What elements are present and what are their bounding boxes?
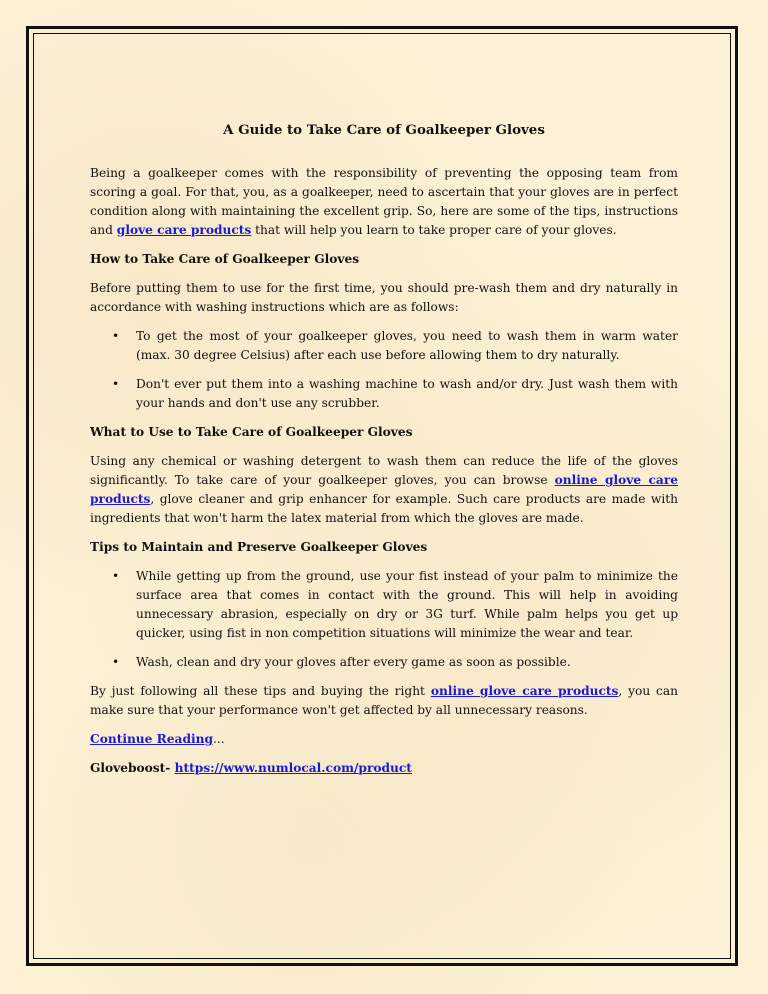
intro-paragraph (90, 164, 678, 240)
what-to-use-text-after: , glove cleaner and grip enhancer for example. Such care products are made with ingredients that won't harm the latex material from which the gloves are made. (90, 492, 678, 525)
intro-text-before: Being a goalkeeper comes with the responsibility of preventing the opposing team from scoring a goal. For that, you, as a goalkeeper, need to ascertain that your gloves are in perfect condition along with maintaining the excellent grip. So, here are some of the tips, instructions and (90, 166, 678, 237)
online-glove-care-products-link[interactable]: online glove care products (90, 473, 678, 506)
closing-text-after: , you can make sure that your performance won't get affected by all unnecessary reasons. (90, 684, 678, 717)
document-title: A Guide to Take Care of Goalkeeper Gloves (223, 122, 545, 138)
intro-text-after: that will help you learn to take proper care of your gloves. (251, 223, 617, 237)
what-to-use-paragraph (90, 452, 678, 528)
bullet-icon: • (112, 569, 120, 583)
list-item (90, 567, 678, 643)
section-heading-tips: Tips to Maintain and Preserve Goalkeeper Gloves (90, 540, 428, 554)
continue-reading-line (90, 730, 678, 749)
list-item-text: While getting up from the ground, use your fist instead of your palm to minimize the surface area that comes in contact with the ground. This will help in avoiding unnecessary abrasion, especially on dry or 3G turf. While palm helps you get up quicker, using fist in non competition situations will minimize the wear and tear. (136, 569, 678, 640)
section-heading-how-to-care: How to Take Care of Goalkeeper Gloves (90, 252, 360, 266)
list-item-text: Don't ever put them into a washing machine to wash and/or dry. Just wash them with your hands and don't use any scrubber. (136, 377, 678, 410)
product-url-link[interactable]: https://www.numlocal.com/product (174, 761, 412, 775)
footer-label: Gloveboost- (90, 761, 175, 775)
glove-care-products-link[interactable]: glove care products (116, 223, 252, 237)
prewash-paragraph: Before putting them to use for the first time, you should pre-wash them and dry naturally in accordance with washing instructions which are as follows: (90, 281, 678, 314)
tips-list (90, 567, 678, 672)
document-body (90, 120, 678, 788)
list-item (90, 653, 678, 672)
online-glove-care-products-link-2[interactable]: online glove care products (430, 684, 619, 698)
ellipsis: ... (212, 732, 225, 746)
bullet-icon: • (112, 655, 120, 669)
bullet-icon: • (112, 329, 120, 343)
footer-line (90, 759, 678, 778)
list-item (90, 375, 678, 413)
list-item-text: To get the most of your goalkeeper gloves, you need to wash them in warm water (max. 30 degree Celsius) after each use before allowing them to dry naturally. (136, 329, 678, 362)
section-heading-what-to-use: What to Use to Take Care of Goalkeeper Gloves (90, 425, 413, 439)
closing-text-before: By just following all these tips and buying the right (90, 684, 431, 698)
closing-paragraph (90, 682, 678, 720)
continue-reading-link[interactable]: Continue Reading (90, 732, 213, 746)
bullet-icon: • (112, 377, 120, 391)
what-to-use-text-before: Using any chemical or washing detergent to wash them can reduce the life of the gloves significantly. To take care of your goalkeeper gloves, you can browse (90, 454, 678, 487)
list-item-text: Wash, clean and dry your gloves after every game as soon as possible. (136, 655, 571, 669)
washing-instructions-list (90, 327, 678, 413)
list-item (90, 327, 678, 365)
